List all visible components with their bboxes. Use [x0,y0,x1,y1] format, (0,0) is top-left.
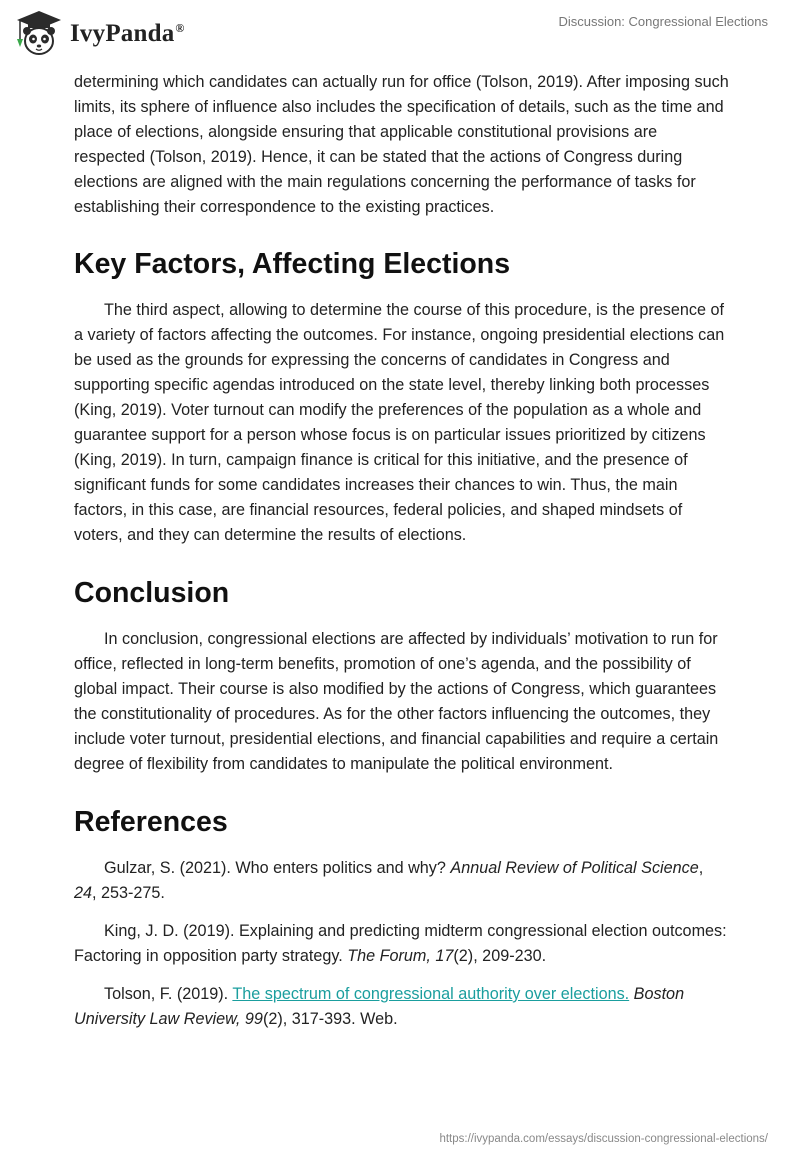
document-title: Discussion: Congressional Elections [558,14,768,29]
references-heading: References [74,806,228,838]
key-factors-heading: Key Factors, Affecting Elections [74,248,511,280]
brand-name: IvyPanda® [70,20,185,47]
essay-content [74,70,730,1045]
reference-item: Tolson, F. (2019). The spectrum of congressional authority over elections. Boston University Law Review, 99(2), 317-393. Web. [74,985,685,1028]
brand-logo[interactable] [14,8,185,58]
reference-item: King, J. D. (2019). Explaining and predicting midterm congressional election outcomes: Factoring in opposition party strategy. The Forum, 17(2), 209-230. [74,922,727,965]
conclusion-paragraph: In conclusion, congressional elections are affected by individuals’ motivation to run for office, reflected in long-term benefits, promotion of one’s agenda, and the possibility of global impact. Their course is also modified by the actions of Congress, which guarantees the constitutionality of procedures. As for the other factors influencing the outcomes, they include voter turnout, presidential elections, and financial capabilities and require a certain degree of flexibility from candidates to manipulate the political environment. [74,630,719,773]
reference-link[interactable]: The spectrum of congressional authority over elections. [232,985,630,1003]
conclusion-heading: Conclusion [74,577,230,609]
source-url[interactable]: https://ivypanda.com/essays/discussion-congressional-elections/ [439,1133,768,1145]
page-header [0,0,800,64]
intro-paragraph: determining which candidates can actually run for office (Tolson, 2019). After imposing such limits, its sphere of influence also includes the specification of details, such as the time and place of elections, alongside ensuring that applicable constitutional provisions are respected (Tolson, 2019). Hence, it can be stated that the actions of Congress during elections are aligned with the main regulations concerning the performance of tasks for establishing their correspondence to the existing practices. [74,73,729,216]
panda-graduate-icon [14,9,64,57]
key-factors-paragraph: The third aspect, allowing to determine the course of this procedure, is the presence of a variety of factors affecting the outcomes. For instance, ongoing presidential elections can be used as the grounds for expressing the concerns of candidates in Congress and supporting specific agendas introduced on the state level, thereby linking both processes (King, 2019). Voter turnout can modify the preferences of the population as a whole and guarantee support for a person whose focus is on particular issues prioritized by citizens (King, 2019). In turn, campaign finance is critical for this initiative, and the presence of significant funds for some candidates increases their chances to win. Thus, the main factors, in this case, are financial resources, federal policies, and shaped mindsets of voters, and they can determine the results of elections. [74,301,725,544]
reference-item: Gulzar, S. (2021). Who enters politics and why? Annual Review of Political Science, 24, 253-275. [74,859,704,902]
